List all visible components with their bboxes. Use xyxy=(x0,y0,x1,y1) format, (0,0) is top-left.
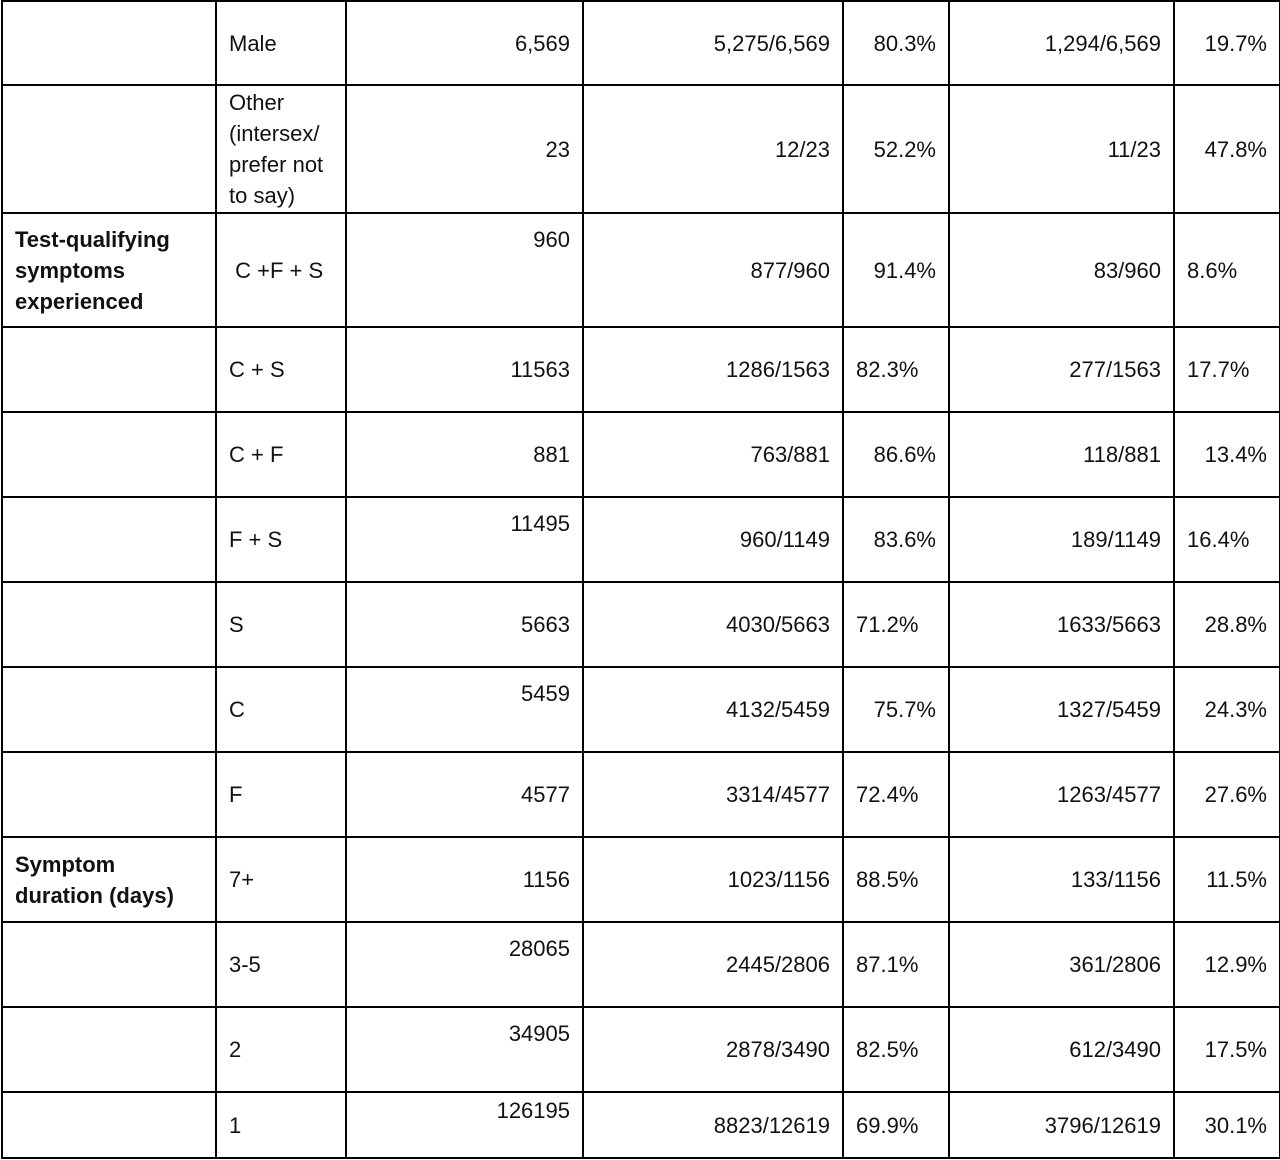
positive-count-cell: 1023/1156 xyxy=(583,837,843,922)
category-cell: Other (intersex/ prefer not to say) xyxy=(216,85,346,213)
group-label-cell xyxy=(2,1092,216,1158)
category-cell: 1 xyxy=(216,1092,346,1158)
negative-percent-cell: 8.6% xyxy=(1174,213,1280,327)
positive-percent-cell: 86.6% xyxy=(843,412,949,497)
negative-count-cell: 133/1156 xyxy=(949,837,1174,922)
group-label-cell xyxy=(2,667,216,752)
negative-count-cell: 189/1149 xyxy=(949,497,1174,582)
total-cell: 5663 xyxy=(346,582,583,667)
results-table xyxy=(1,0,1280,1159)
positive-count-cell: 8823/12619 xyxy=(583,1092,843,1158)
positive-percent-cell: 91.4% xyxy=(843,213,949,327)
total-cell: 34905 xyxy=(346,1007,583,1092)
positive-percent-cell: 69.9% xyxy=(843,1092,949,1158)
positive-count-cell: 960/1149 xyxy=(583,497,843,582)
category-cell: C + F xyxy=(216,412,346,497)
table-row xyxy=(2,497,1280,582)
positive-count-cell: 4132/5459 xyxy=(583,667,843,752)
table-row xyxy=(2,922,1280,1007)
positive-count-cell: 1286/1563 xyxy=(583,327,843,412)
positive-percent-cell: 87.1% xyxy=(843,922,949,1007)
group-label-cell: Symptom duration (days) xyxy=(2,837,216,922)
total-cell: 4577 xyxy=(346,752,583,837)
group-label-cell xyxy=(2,497,216,582)
negative-percent-cell: 16.4% xyxy=(1174,497,1280,582)
positive-count-cell: 3314/4577 xyxy=(583,752,843,837)
positive-count-cell: 763/881 xyxy=(583,412,843,497)
category-cell: 3-5 xyxy=(216,922,346,1007)
negative-count-cell: 1263/4577 xyxy=(949,752,1174,837)
group-label-cell: Test-qualifying symptoms experienced xyxy=(2,213,216,327)
positive-percent-cell: 82.3% xyxy=(843,327,949,412)
negative-count-cell: 83/960 xyxy=(949,213,1174,327)
total-cell: 5459 xyxy=(346,667,583,752)
negative-percent-cell: 47.8% xyxy=(1174,85,1280,213)
total-cell: 23 xyxy=(346,85,583,213)
category-cell: Male xyxy=(216,1,346,85)
category-cell: 7+ xyxy=(216,837,346,922)
positive-count-cell: 5,275/6,569 xyxy=(583,1,843,85)
positive-count-cell: 877/960 xyxy=(583,213,843,327)
negative-percent-cell: 17.5% xyxy=(1174,1007,1280,1092)
group-label-cell xyxy=(2,1,216,85)
positive-percent-cell: 71.2% xyxy=(843,582,949,667)
table-row xyxy=(2,1007,1280,1092)
positive-percent-cell: 72.4% xyxy=(843,752,949,837)
group-label-cell xyxy=(2,582,216,667)
category-cell: F xyxy=(216,752,346,837)
negative-percent-cell: 24.3% xyxy=(1174,667,1280,752)
table-row xyxy=(2,1092,1280,1158)
category-cell: S xyxy=(216,582,346,667)
positive-percent-cell: 83.6% xyxy=(843,497,949,582)
group-label-cell xyxy=(2,1007,216,1092)
table-row xyxy=(2,85,1280,213)
total-cell: 1156 xyxy=(346,837,583,922)
total-cell: 11563 xyxy=(346,327,583,412)
positive-count-cell: 4030/5663 xyxy=(583,582,843,667)
total-cell: 11495 xyxy=(346,497,583,582)
positive-percent-cell: 82.5% xyxy=(843,1007,949,1092)
negative-percent-cell: 30.1% xyxy=(1174,1092,1280,1158)
category-cell: C +F + S xyxy=(216,213,346,327)
table-row xyxy=(2,213,1280,327)
negative-percent-cell: 11.5% xyxy=(1174,837,1280,922)
positive-percent-cell: 88.5% xyxy=(843,837,949,922)
positive-percent-cell: 75.7% xyxy=(843,667,949,752)
negative-percent-cell: 28.8% xyxy=(1174,582,1280,667)
negative-percent-cell: 19.7% xyxy=(1174,1,1280,85)
negative-count-cell: 118/881 xyxy=(949,412,1174,497)
group-label-cell xyxy=(2,412,216,497)
total-cell: 960 xyxy=(346,213,583,327)
positive-count-cell: 12/23 xyxy=(583,85,843,213)
negative-count-cell: 1633/5663 xyxy=(949,582,1174,667)
category-cell: C + S xyxy=(216,327,346,412)
negative-count-cell: 612/3490 xyxy=(949,1007,1174,1092)
group-label-cell xyxy=(2,752,216,837)
category-cell: 2 xyxy=(216,1007,346,1092)
table-row xyxy=(2,752,1280,837)
positive-count-cell: 2445/2806 xyxy=(583,922,843,1007)
negative-count-cell: 277/1563 xyxy=(949,327,1174,412)
total-cell: 126195 xyxy=(346,1092,583,1158)
total-cell: 6,569 xyxy=(346,1,583,85)
table-row xyxy=(2,582,1280,667)
category-cell: C xyxy=(216,667,346,752)
total-cell: 881 xyxy=(346,412,583,497)
positive-count-cell: 2878/3490 xyxy=(583,1007,843,1092)
group-label-cell xyxy=(2,922,216,1007)
negative-count-cell: 3796/12619 xyxy=(949,1092,1174,1158)
negative-count-cell: 1327/5459 xyxy=(949,667,1174,752)
negative-percent-cell: 13.4% xyxy=(1174,412,1280,497)
table-row xyxy=(2,412,1280,497)
negative-percent-cell: 17.7% xyxy=(1174,327,1280,412)
positive-percent-cell: 80.3% xyxy=(843,1,949,85)
negative-count-cell: 11/23 xyxy=(949,85,1174,213)
category-cell: F + S xyxy=(216,497,346,582)
group-label-cell xyxy=(2,85,216,213)
table-row xyxy=(2,1,1280,85)
table-row xyxy=(2,837,1280,922)
table-row xyxy=(2,327,1280,412)
negative-count-cell: 1,294/6,569 xyxy=(949,1,1174,85)
negative-percent-cell: 12.9% xyxy=(1174,922,1280,1007)
table-row xyxy=(2,667,1280,752)
positive-percent-cell: 52.2% xyxy=(843,85,949,213)
group-label-cell xyxy=(2,327,216,412)
negative-count-cell: 361/2806 xyxy=(949,922,1174,1007)
negative-percent-cell: 27.6% xyxy=(1174,752,1280,837)
total-cell: 28065 xyxy=(346,922,583,1007)
